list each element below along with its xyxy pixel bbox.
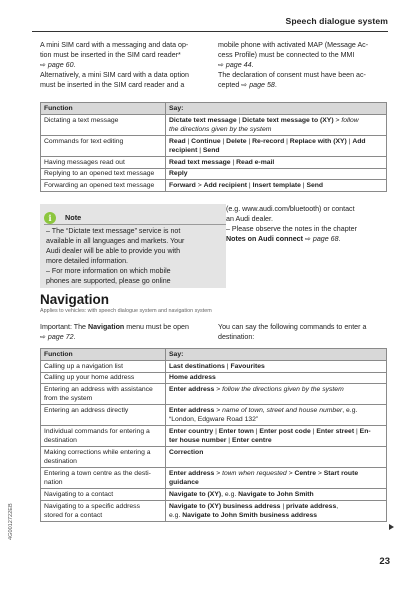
table-row xyxy=(41,180,387,192)
text-line: Navigate to (XY), e.g. Navigate to John Smith xyxy=(169,491,314,499)
text-line: destination xyxy=(44,458,77,466)
running-header-title: Speech dialogue system xyxy=(285,16,388,26)
note-label: Note xyxy=(65,213,82,223)
text-line: destination: xyxy=(218,333,255,341)
function-cell xyxy=(41,447,166,468)
say-cell xyxy=(166,501,387,522)
table-row xyxy=(41,489,387,501)
table-row xyxy=(41,405,387,426)
continued-arrow-icon xyxy=(389,524,394,530)
note-text-right xyxy=(226,204,388,244)
function-cell xyxy=(41,384,166,405)
text-line: more detailed information. xyxy=(46,257,129,265)
say-cell xyxy=(166,180,387,192)
say-cell xyxy=(166,405,387,426)
text-line: – Please observe the notes in the chapter xyxy=(226,225,357,233)
text-line: Notes on Audi connect ⇨ page 68. xyxy=(226,235,341,243)
text-line: nation xyxy=(44,479,63,487)
table-row xyxy=(41,360,387,372)
table-header-row xyxy=(41,349,387,361)
text-line: Making corrections while entering a xyxy=(44,449,151,457)
intro-left-column xyxy=(40,40,218,90)
text-line: Last destinations | Favourites xyxy=(169,362,265,370)
text-line: guidance xyxy=(169,479,199,487)
document-code: 4G0012722EB xyxy=(8,503,14,540)
say-cell xyxy=(166,135,387,156)
table-row xyxy=(41,168,387,180)
say-cell xyxy=(166,426,387,447)
text-line: Navigate to (XY) business address | private address, xyxy=(169,502,339,510)
column-header-function: Function xyxy=(41,103,166,115)
function-cell xyxy=(41,489,166,501)
navigation-intro-left xyxy=(40,322,218,342)
column-header-say: Say: xyxy=(166,349,387,361)
say-cell xyxy=(166,114,387,135)
text-line: mobile phone with activated MAP (Message Ac- xyxy=(218,41,369,49)
table-row xyxy=(41,447,387,468)
text-line: Home address xyxy=(169,374,216,382)
text-line: recipient | Send xyxy=(169,146,220,154)
text-line: Forwarding an opened text message xyxy=(44,182,155,190)
text-line: Important: The Navigation menu must be open xyxy=(40,323,189,331)
say-cell xyxy=(166,360,387,372)
navigation-commands-table xyxy=(40,348,387,522)
table-row xyxy=(41,114,387,135)
running-header xyxy=(32,10,388,32)
say-cell xyxy=(166,384,387,405)
text-line: an Audi dealer. xyxy=(226,215,273,223)
text-line: “London, Edgware Road 132” xyxy=(169,416,259,424)
table-row xyxy=(41,426,387,447)
text-line: Commands for text editing xyxy=(44,137,124,145)
function-cell xyxy=(41,501,166,522)
text-line: – For more information on which mobile xyxy=(46,267,171,275)
text-line: Audi dealer will be able to provide you with xyxy=(46,247,181,255)
table-row xyxy=(41,372,387,384)
text-line: Read text message | Read e-mail xyxy=(169,158,275,166)
text-line: Enter address > follow the directions given by the system xyxy=(169,386,344,394)
applies-to-note: Applies to vehicles: with speech dialogue system and navigation system xyxy=(40,308,212,314)
column-header-function: Function xyxy=(41,349,166,361)
section-heading-navigation: Navigation xyxy=(40,292,110,307)
table-header-row xyxy=(41,103,387,115)
text-line: Entering an address directly xyxy=(44,407,129,415)
text-line: Calling up your home address xyxy=(44,374,135,382)
note-divider xyxy=(44,224,226,225)
text-line: Correction xyxy=(169,449,204,457)
header-rule xyxy=(32,31,388,32)
navigation-intro-right xyxy=(218,322,388,342)
text-line: Enter country | Enter town | Enter post code | Enter street | En- xyxy=(169,428,371,436)
text-line: Individual commands for entering a xyxy=(44,428,150,436)
text-line: destination xyxy=(44,437,77,445)
text-line: Replying to an opened text message xyxy=(44,170,155,178)
table-row xyxy=(41,156,387,168)
text-line: Navigating to a specific address xyxy=(44,502,140,510)
text-line: tion must be inserted in the SIM card reader* xyxy=(40,51,181,59)
say-cell xyxy=(166,372,387,384)
text-line: ⇨ page 44. xyxy=(218,61,254,69)
table-row xyxy=(41,501,387,522)
text-line: Alternatively, a mini SIM card with a data option xyxy=(40,71,189,79)
text-line: – The “Dictate text message” service is not xyxy=(46,227,181,235)
say-cell xyxy=(166,156,387,168)
text-line: You can say the following commands to enter a xyxy=(218,323,367,331)
function-cell xyxy=(41,168,166,180)
text-line: must be inserted in the SIM card reader and a xyxy=(40,81,185,89)
note-text-left xyxy=(46,226,226,286)
text-line: the directions given by the system xyxy=(169,125,272,133)
function-cell xyxy=(41,135,166,156)
table-row xyxy=(41,468,387,489)
function-cell xyxy=(41,372,166,384)
text-line: e.g. Navigate to John Smith business address xyxy=(169,512,318,520)
text-line: phones are supported, please go online xyxy=(46,277,171,285)
text-line: stored for a contact xyxy=(44,512,103,520)
info-icon: i xyxy=(44,212,56,224)
note-box xyxy=(40,204,226,288)
text-message-commands-table xyxy=(40,102,387,192)
text-line: Navigating to a contact xyxy=(44,491,114,499)
function-cell xyxy=(41,360,166,372)
text-line: cepted ⇨ page 58. xyxy=(218,81,277,89)
text-line: Forward > Add recipient | Insert template | Send xyxy=(169,182,324,190)
say-cell xyxy=(166,447,387,468)
function-cell xyxy=(41,426,166,447)
text-line: Read | Continue | Delete | Re-record | Replace with (XY) | Add xyxy=(169,137,366,145)
function-cell xyxy=(41,180,166,192)
function-cell xyxy=(41,114,166,135)
intro-right-column xyxy=(218,40,388,90)
function-cell xyxy=(41,405,166,426)
text-line: available in all languages and markets. Your xyxy=(46,237,185,245)
function-cell xyxy=(41,156,166,168)
say-cell xyxy=(166,468,387,489)
text-line: Reply xyxy=(169,170,188,178)
table-row xyxy=(41,135,387,156)
text-line: Enter address > name of town, street and house number, e.g. xyxy=(169,407,358,415)
text-line: Entering a town centre as the desti- xyxy=(44,470,151,478)
text-line: Calling up a navigation list xyxy=(44,362,123,370)
text-line: (e.g. www.audi.com/bluetooth) or contact xyxy=(226,205,355,213)
text-line: from the system xyxy=(44,395,93,403)
say-cell xyxy=(166,168,387,180)
table-row xyxy=(41,384,387,405)
text-line: The declaration of consent must have been ac- xyxy=(218,71,366,79)
text-line: A mini SIM card with a messaging and data op- xyxy=(40,41,189,49)
text-line: cess Profile) must be connected to the MMI xyxy=(218,51,355,59)
function-cell xyxy=(41,468,166,489)
text-line: Enter address > town when requested > Centre > Start route xyxy=(169,470,359,478)
text-line: Having messages read out xyxy=(44,158,125,166)
say-cell xyxy=(166,489,387,501)
column-header-say: Say: xyxy=(166,103,387,115)
page-number: 23 xyxy=(379,556,390,567)
text-line: Dictating a text message xyxy=(44,116,119,124)
text-line: ter house number | Enter centre xyxy=(169,437,272,445)
text-line: ⇨ page 72. xyxy=(40,333,76,341)
text-line: ⇨ page 60. xyxy=(40,61,76,69)
text-line: Dictate text message | Dictate text message to (XY) > follow xyxy=(169,116,359,124)
text-line: Entering an address with assistance xyxy=(44,386,153,394)
